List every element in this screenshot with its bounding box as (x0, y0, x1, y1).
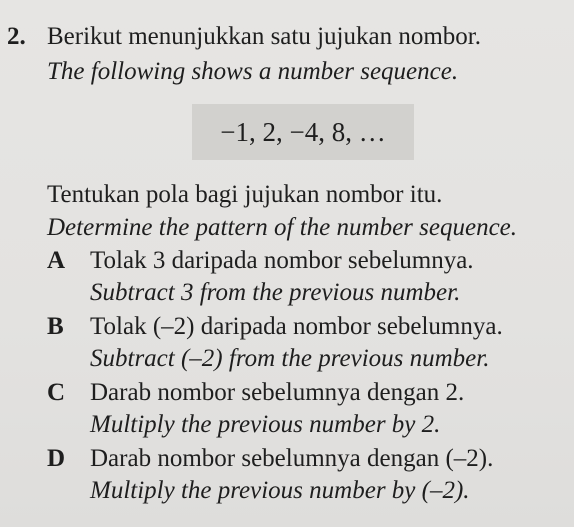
option-c-letter[interactable]: C (47, 379, 66, 406)
question-text-english: The following shows a number sequence. (47, 58, 459, 85)
option-c-text-english[interactable]: Multiply the previous number by 2. (90, 411, 441, 438)
option-d-letter[interactable]: D (47, 445, 66, 472)
instruction-malay: Tentukan pola bagi jujukan nombor itu. (47, 181, 443, 208)
option-d-text-english[interactable]: Multiply the previous number by (–2). (90, 477, 470, 504)
option-c-text-malay[interactable]: Darab nombor sebelumnya dengan 2. (90, 379, 465, 406)
instruction-english: Determine the pattern of the number sequence. (47, 214, 518, 241)
number-sequence: −1, 2, −4, 8, … (220, 117, 386, 147)
option-b-text-malay[interactable]: Tolak (–2) daripada nombor sebelumnya. (90, 313, 503, 340)
option-a-text-english[interactable]: Subtract 3 from the previous number. (90, 279, 461, 306)
option-b-letter[interactable]: B (47, 313, 64, 340)
option-d-text-malay[interactable]: Darab nombor sebelumnya dengan (–2). (90, 445, 494, 472)
option-b-text-english[interactable]: Subtract (–2) from the previous number. (90, 345, 490, 372)
option-a-letter[interactable]: A (47, 247, 66, 274)
option-a-text-malay[interactable]: Tolak 3 daripada nombor sebelumnya. (90, 247, 474, 274)
question-text-malay: Berikut menunjukkan satu jujukan nombor. (47, 23, 481, 50)
sequence-box (192, 104, 414, 160)
question-number: 2. (7, 23, 26, 50)
